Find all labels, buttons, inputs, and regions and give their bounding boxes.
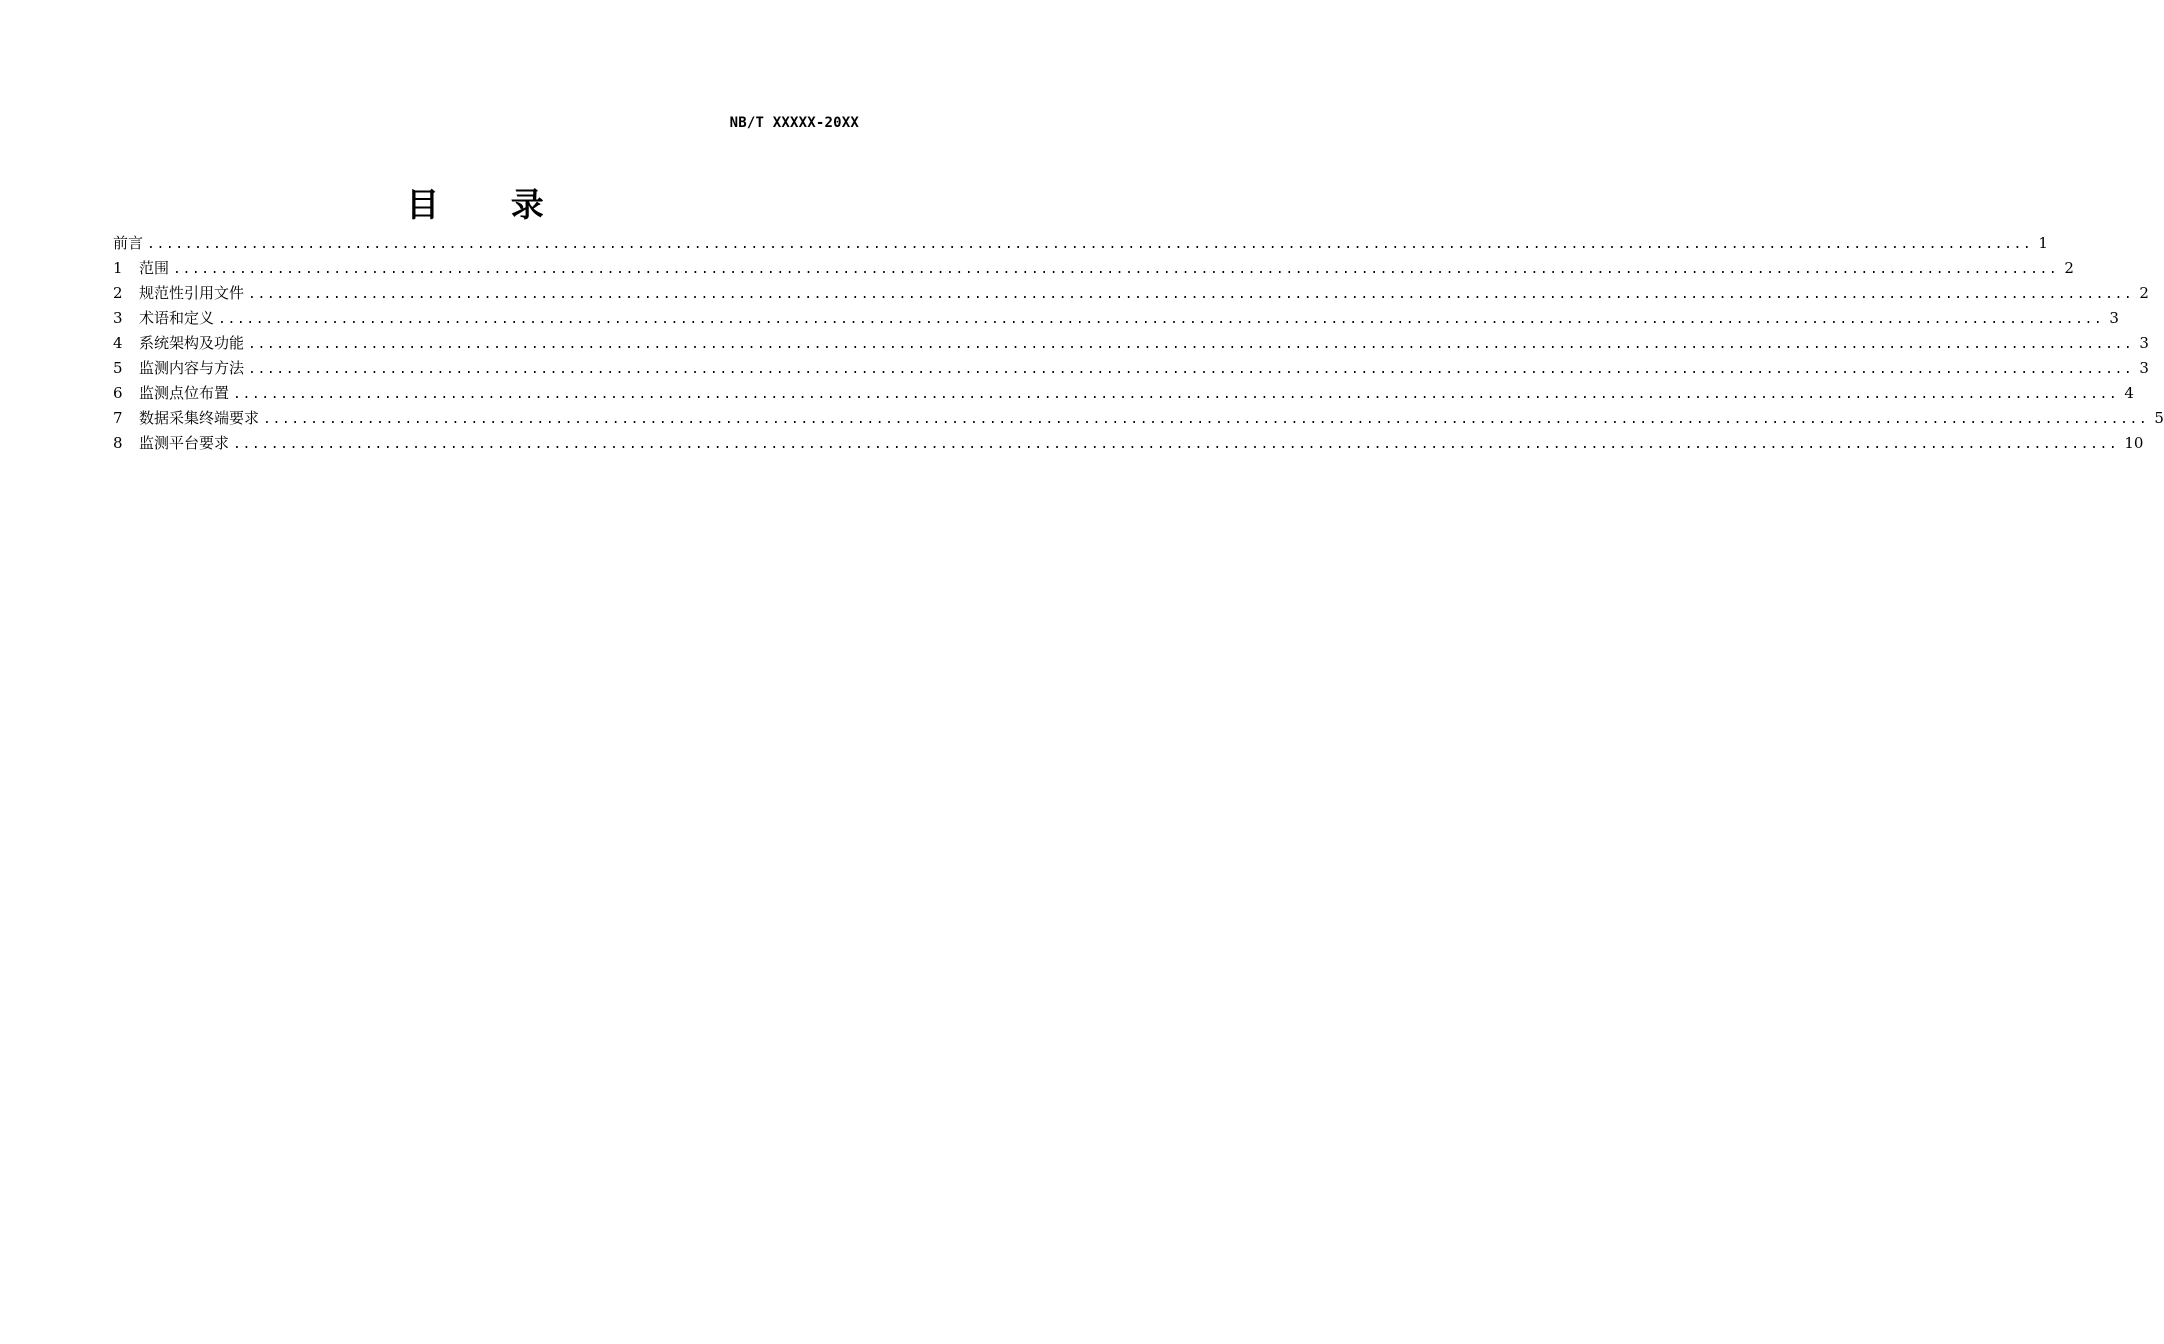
- toc-entry-page: 1: [2038, 234, 2048, 252]
- toc-entry-number: 7: [113, 409, 123, 427]
- toc-entry-number: 8: [113, 434, 123, 452]
- document-code: NB/T XXXXX-20XX: [729, 115, 859, 131]
- toc-entry-number: 6: [113, 384, 123, 402]
- toc-entry-5[interactable]: [113, 356, 2149, 381]
- toc-entry-label: 监测平台要求: [139, 434, 230, 452]
- dot-leader: ........................................................................................................................................................................................................: [147, 237, 2033, 252]
- toc-entry-number: 2: [113, 284, 123, 302]
- toc-entry-label: 数据采集终端要求: [139, 409, 260, 427]
- dot-leader: ........................................................................................................................................................................................................: [248, 362, 2134, 377]
- toc-entry-page: 3: [2109, 309, 2119, 327]
- dot-leader: ........................................................................................................................................................................................................: [248, 287, 2134, 302]
- toc-entry-label: 范围: [139, 259, 170, 277]
- dot-leader: ........................................................................................................................................................................................................: [248, 337, 2134, 352]
- toc-entry-label: 监测点位布置: [139, 384, 230, 402]
- toc-title: 目 录: [406, 185, 574, 224]
- toc-entry-3[interactable]: [113, 306, 2119, 331]
- table-of-contents: [113, 231, 2164, 456]
- toc-entry-2[interactable]: [113, 281, 2149, 306]
- dot-leader: ........................................................................................................................................................................................................: [263, 412, 2149, 427]
- dot-leader: ........................................................................................................................................................................................................: [218, 312, 2104, 327]
- toc-entry-page: 4: [2124, 384, 2134, 402]
- toc-entry-page: 2: [2139, 284, 2149, 302]
- toc-entry-number: 1: [113, 259, 123, 277]
- toc-entry-preface[interactable]: [113, 231, 2048, 256]
- toc-entry-label: 监测内容与方法: [139, 359, 245, 377]
- dot-leader: ........................................................................................................................................................................................................: [233, 437, 2119, 452]
- toc-entry-page: 2: [2064, 259, 2074, 277]
- toc-entry-label: 术语和定义: [139, 309, 215, 327]
- toc-entry-page: 3: [2139, 334, 2149, 352]
- toc-entry-1[interactable]: [113, 256, 2074, 281]
- toc-entry-7[interactable]: [113, 406, 2164, 431]
- toc-entry-number: 4: [113, 334, 123, 352]
- dot-leader: ........................................................................................................................................................................................................: [233, 387, 2119, 402]
- dot-leader: ........................................................................................................................................................................................................: [173, 262, 2059, 277]
- toc-entry-page: 5: [2154, 409, 2164, 427]
- toc-entry-label: 规范性引用文件: [139, 284, 245, 302]
- toc-entry-8[interactable]: [113, 431, 2144, 456]
- toc-entry-label: 系统架构及功能: [139, 334, 245, 352]
- toc-entry-number: 5: [113, 359, 123, 377]
- toc-entry-4[interactable]: [113, 331, 2149, 356]
- toc-entry-number: 3: [113, 309, 123, 327]
- toc-entry-label: 前言: [113, 234, 144, 252]
- toc-entry-page: 3: [2139, 359, 2149, 377]
- toc-entry-page: 10: [2124, 434, 2144, 452]
- toc-entry-6[interactable]: [113, 381, 2134, 406]
